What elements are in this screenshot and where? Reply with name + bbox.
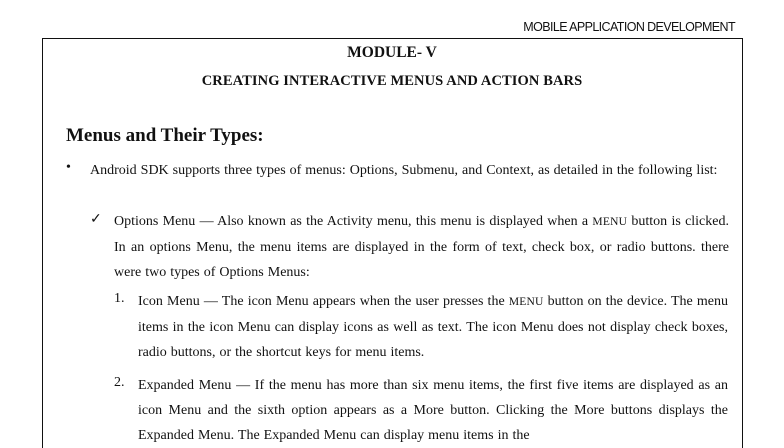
module-title: MODULE- V: [347, 44, 437, 61]
list-number-2: 2.: [114, 375, 125, 390]
main-bullet-paragraph: Android SDK supports three types of menus: Options, Submenu, and Context, as detailed in the following list:: [90, 163, 718, 178]
list-number-1: 1.: [114, 291, 125, 306]
section-heading: Menus and Their Types:: [66, 125, 264, 146]
running-header: MOBILE APPLICATION DEVELOPMENT: [523, 20, 735, 34]
menu-keyword: MENU: [592, 216, 628, 228]
options-menu-text-end: button is clicked. In an options Menu, the menu items are displayed in the form of text, check box, or radio buttons. there were two types of Options Menus:: [114, 214, 729, 280]
expanded-menu-paragraph: Expanded Menu — If the menu has more than six menu items, the first five items are displayed as an icon Menu and the sixth option appears as a More button. Clicking the More buttons displays the Expanded Menu. The Expanded Menu can display menu items in the: [138, 378, 728, 443]
module-subtitle: CREATING INTERACTIVE MENUS AND ACTION BARS: [201, 73, 583, 89]
page-border-right: [742, 38, 743, 448]
icon-menu-text-end: button on the device. The menu items in the icon Menu can display icons as well as text. The icon Menu does not display check boxes, radio buttons, or the shortcut keys for menu items.: [138, 294, 729, 360]
page-border-left: [42, 38, 43, 448]
icon-menu-text-start: Icon Menu — The icon Menu appears when the user presses the: [138, 294, 509, 309]
page-border-top: [42, 38, 742, 39]
checkmark-icon: ✓: [90, 212, 102, 227]
options-menu-paragraph: [114, 209, 729, 285]
bullet-icon: •: [66, 160, 71, 175]
options-menu-text-start: Options Menu — Also known as the Activity menu, this menu is displayed when a: [114, 214, 593, 229]
menu-keyword: MENU: [508, 296, 544, 308]
icon-menu-paragraph: [138, 289, 728, 365]
